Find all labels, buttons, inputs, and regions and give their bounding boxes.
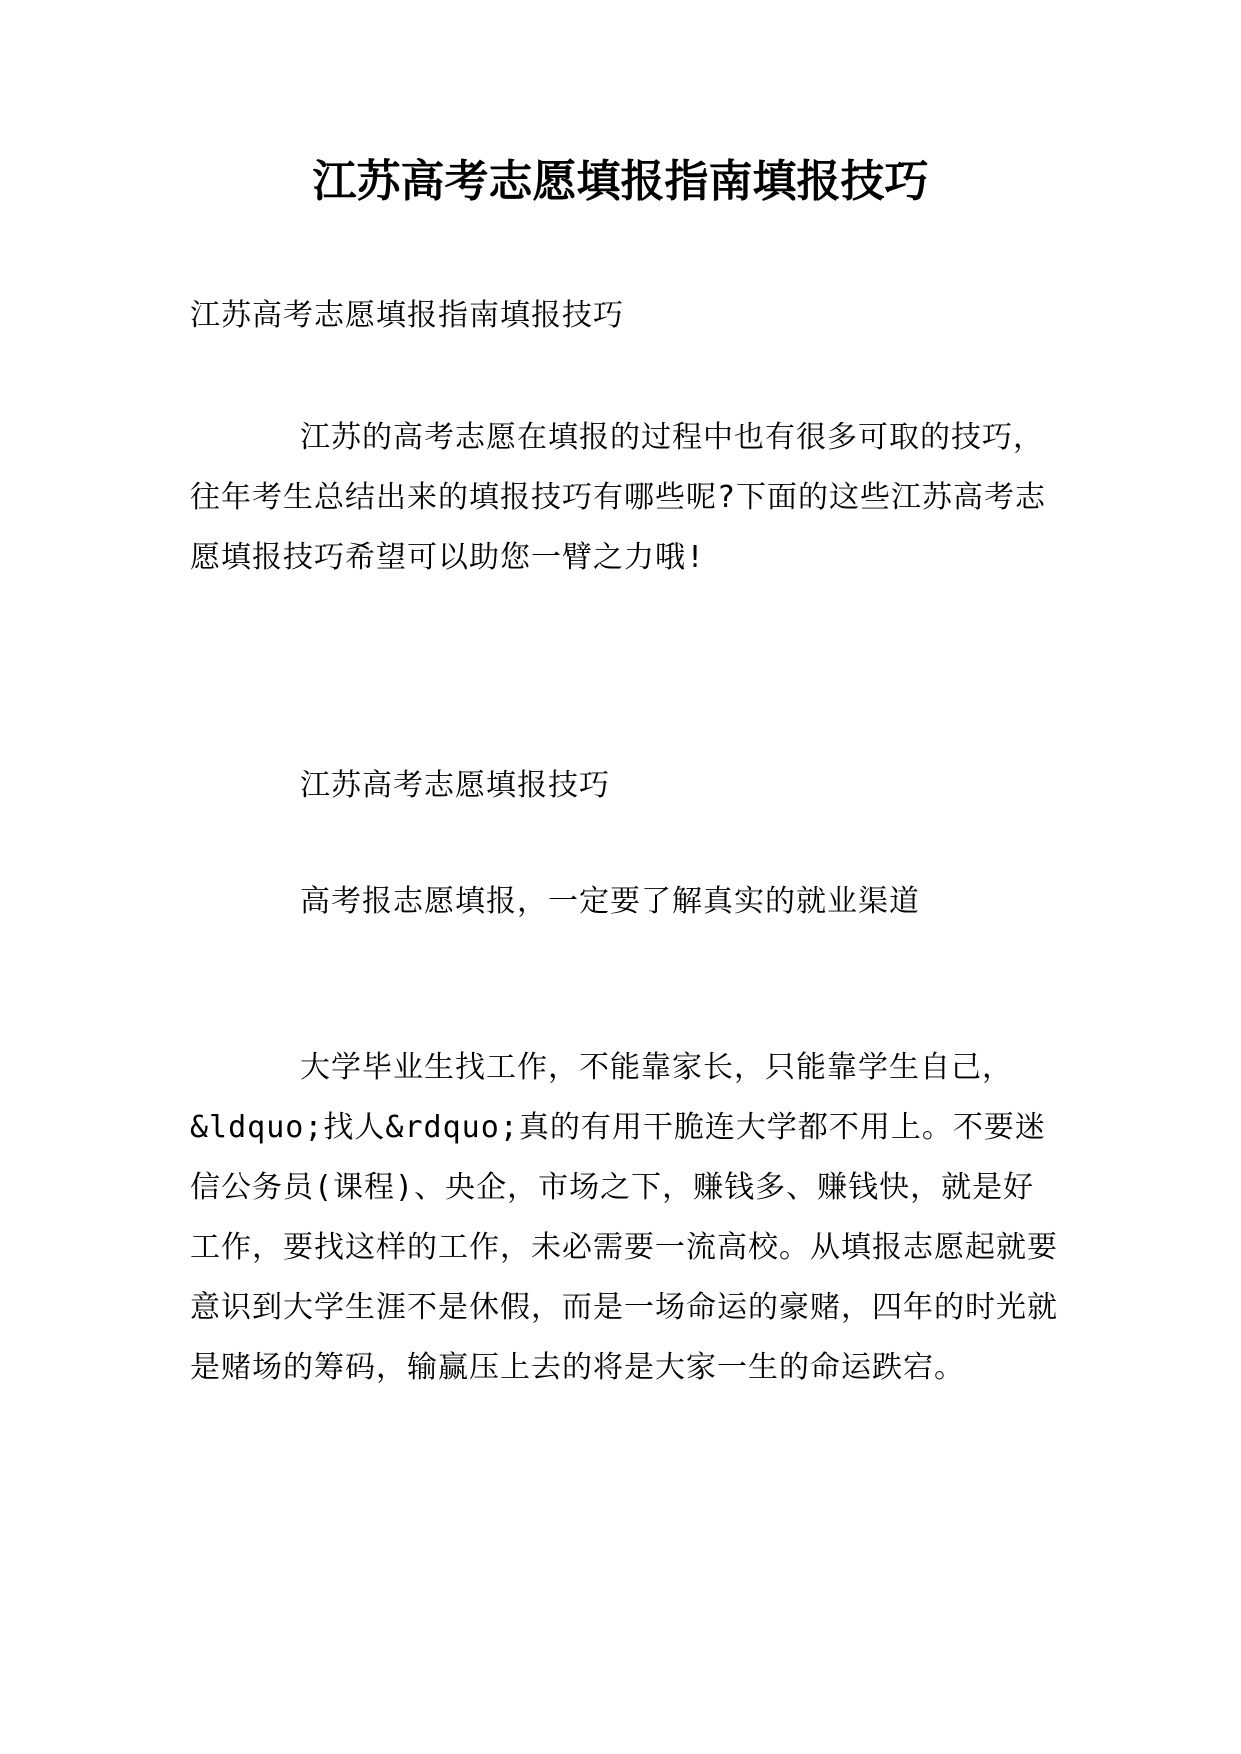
body-paragraph: 大学毕业生找工作，不能靠家长，只能靠学生自己，&ldquo;找人&rdquo;真的有用干脆连大学都不用上。不要迷信公务员(课程)、央企，市场之下，赚钱多、赚钱快，就是好工作，要找这样的工作，未必需要一流高校。从填报志愿起就要意识到大学生涯不是休假，而是一场命运的豪赌，四年的时光就是赌场的筹码，输赢压上去的将是大家一生的命运跌宕。 [190,1050,1058,1385]
section-heading: 江苏高考志愿填报技巧 [300,768,610,803]
document-title: 江苏高考志愿填报指南填报技巧 [312,156,929,207]
intro-paragraph: 江苏的高考志愿在填报的过程中也有很多可取的技巧，往年考生总结出来的填报技巧有哪些呢?下面的这些江苏高考志愿填报技巧希望可以助您一臂之力哦! [190,420,1047,575]
section-subheading: 高考报志愿填报，一定要了解真实的就业渠道 [300,884,920,919]
document-subtitle: 江苏高考志愿填报指南填报技巧 [190,298,624,333]
